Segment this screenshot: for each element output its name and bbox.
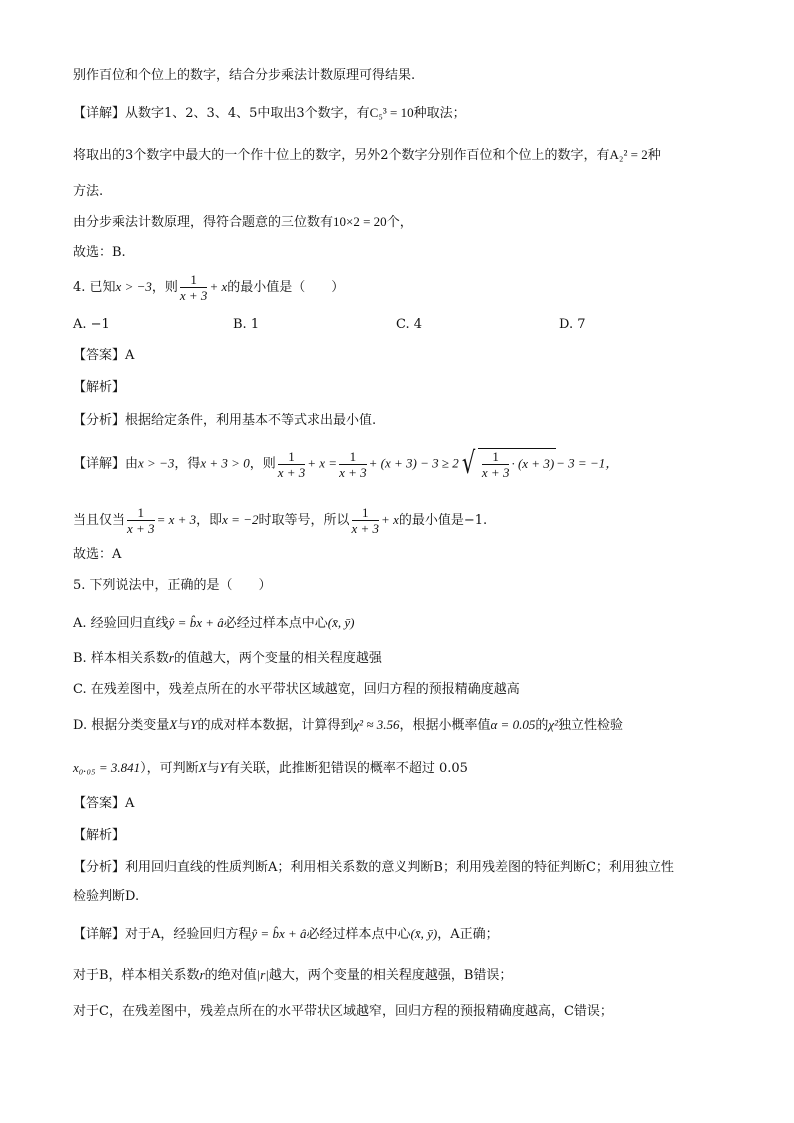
radical-icon: √: [461, 446, 476, 481]
option-b: B. 样本相关系数r的值越大，两个变量的相关程度越强: [73, 650, 382, 666]
question-5: 5. 下列说法中，正确的是（ ）: [73, 578, 272, 593]
fraction: $\frac{1}{x + 3}$: [339, 448, 367, 480]
analysis-label: 【解析】: [73, 828, 126, 843]
fraction: $\frac{1}{x + 3}$: [351, 505, 380, 536]
option-d: D. 根据分类变量X与Y的成对样本数据，计算得到χ² ≈ 3.56，根据小概率值α = 0.05的χ²独立性检验: [73, 717, 623, 733]
option-a: A. −1: [73, 317, 110, 332]
text-line: 将取出的3个数字中最大的一个作十位上的数字，另外2个数字分别作百位和个位上的数字，有A₂² = 2种: [73, 147, 661, 163]
text-line: 【分析】根据给定条件，利用基本不等式求出最小值.: [73, 413, 377, 428]
answer-label: 【答案】A: [73, 796, 135, 811]
option-c: C. 在残差图中，残差点所在的水平带状区域越宽，回归方程的预报精确度越高: [73, 682, 520, 697]
text-line: 【详解】对于A，经验回归方程ŷ = b̂x + â必经过样本点中心(x̄, ȳ)，A正确；: [73, 926, 499, 942]
text-line: 对于B，样本相关系数r的绝对值|r|越大，两个变量的相关程度越强，B错误；: [73, 967, 513, 983]
text-line: 【详解】从数字1、2、3、4、5中取出3个数字，有C₅³ = 10种取法；: [73, 105, 466, 121]
option-b: B. 1: [233, 317, 260, 332]
sqrt-expression: √ $\frac{1}{x + 3}$ · (x + 3): [461, 446, 555, 481]
text-line: 别作百位和个位上的数字，结合分步乘法计数原理可得结果.: [73, 68, 416, 83]
fraction: $\frac{1}{x + 3}$: [481, 449, 510, 480]
answer-label: 【答案】A: [73, 348, 135, 363]
text-line: 故选：B.: [73, 245, 126, 260]
fraction: $\frac{1}{x + 3}$: [127, 505, 155, 536]
text-line: 故选：A: [73, 547, 122, 562]
analysis-label: 【解析】: [73, 380, 126, 395]
question-4: 4. 已知x > −3，则 $\frac{1}{x + 3}$ + x的最小值是（ ）: [73, 272, 345, 303]
text-line: 【分析】利用回归直线的性质判断A；利用相关系数的意义判断B；利用残差图的特征判断C；利用独立性: [73, 860, 674, 875]
text-line: 检验判断D.: [73, 889, 140, 904]
fraction: $\frac{1}{x + 3}$: [179, 272, 208, 303]
option-a: A. 经验回归直线ŷ = b̂x + â必经过样本点中心(x̄, ȳ): [73, 615, 355, 631]
text-line: x₀.₀₅ = 3.841），可判断X与Y有关联，此推断犯错误的概率不超过 0.05: [73, 760, 468, 776]
option-c: C. 4: [396, 317, 423, 332]
fraction: $\frac{1}{x + 3}$: [277, 448, 306, 480]
text-line: 【详解】由x > −3，得x + 3 > 0，则 $\frac{1}{x + 3}$ + x = $\frac{1}{x + 3}$ + (x + 3) − 3 ≥ 2√ $\frac{1}{x + 3}$ · (x + 3) − 3 = −1，: [73, 446, 619, 481]
option-d: D. 7: [559, 317, 586, 332]
text-line: 当且仅当 $\frac{1}{x + 3}$ = x + 3，即x = −2时取等号，所以 $\frac{1}{x + 3}$ + x的最小值是−1.: [73, 505, 488, 536]
text-line: 方法.: [73, 184, 104, 199]
text-line: 对于C，在残差图中，残差点所在的水平带状区域越窄，回归方程的预报精确度越高，C错误；: [73, 1004, 613, 1019]
text-line: 由分步乘法计数原理，得符合题意的三位数有10×2 = 20个，: [73, 214, 413, 230]
